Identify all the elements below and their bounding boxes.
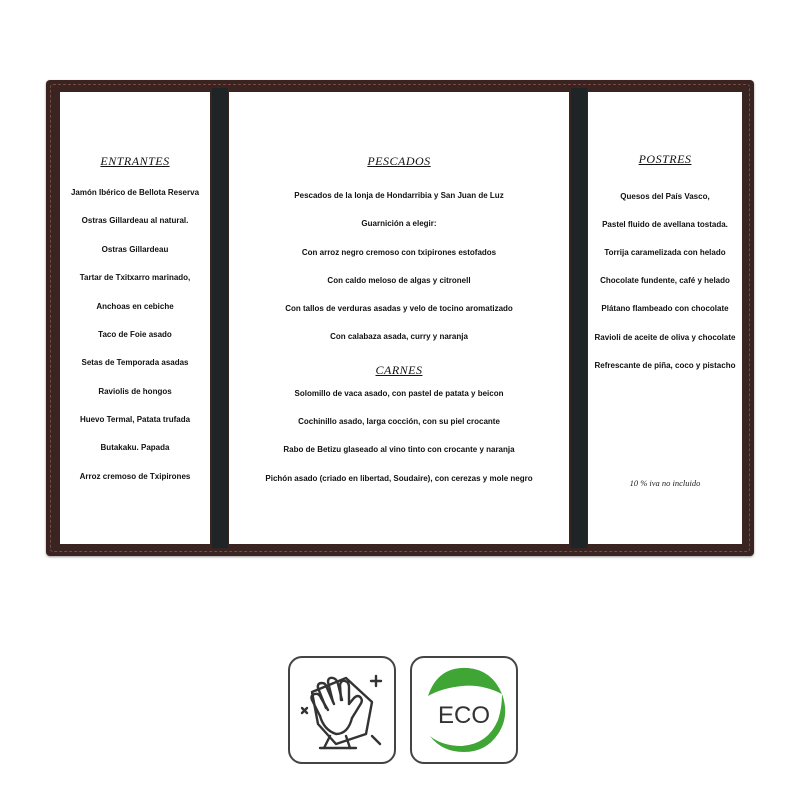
pescados-item: Pescados de la lonja de Hondarribia y San Juan de Luz <box>294 191 504 200</box>
carnes-title: CARNES <box>375 363 423 377</box>
wipe-clean-badge <box>288 656 396 764</box>
vat-note: 10 % iva no incluido <box>629 478 701 488</box>
pescados-title: PESCADOS <box>367 154 431 168</box>
panel-entrantes <box>60 92 210 544</box>
wipe-clean-hand-icon <box>290 658 394 762</box>
eco-badge <box>410 656 518 764</box>
pescados-item: Con tallos de verduras asadas y velo de tocino aromatizado <box>285 304 513 313</box>
entrantes-item: Huevo Termal, Patata trufada <box>79 415 191 424</box>
panel-postres <box>588 92 742 544</box>
carnes-item: Rabo de Betizu glaseado al vino tinto con crocante y naranja <box>283 445 515 454</box>
postres-item: Quesos del País Vasco, <box>620 192 710 201</box>
postres-item: Chocolate fundente, café y helado <box>600 276 730 285</box>
pescados-item: Con calabaza asada, curry y naranja <box>330 332 468 341</box>
postres-item: Pastel fluido de avellana tostada. <box>602 220 728 229</box>
carnes-item: Solomillo de vaca asado, con pastel de patata y beicon <box>294 389 504 398</box>
eco-label: ECO <box>437 702 490 729</box>
carnes-item: Cochinillo asado, larga cocción, con su piel crocante <box>298 417 500 426</box>
entrantes-item: Taco de Foie asado <box>98 330 172 339</box>
carnes-item: Pichón asado (criado en libertad, Soudaire), con cerezas y mole negro <box>265 474 533 483</box>
postres-item: Plátano flambeado con chocolate <box>601 304 729 313</box>
entrantes-item: Tartar de Txitxarro marinado, <box>79 273 191 282</box>
pescados-item: Con arroz negro cremoso con txipirones estofados <box>301 248 497 257</box>
entrantes-item: Anchoas en cebiche <box>96 302 174 311</box>
entrantes-item: Ostras Gillardeau <box>101 245 169 254</box>
entrantes-item: Butakaku. Papada <box>100 443 170 452</box>
entrantes-item: Raviolis de hongos <box>98 387 172 396</box>
entrantes-item: Jamón Ibérico de Bellota Reserva <box>70 188 200 197</box>
postres-item: Ravioli de aceite de oliva y chocolate <box>594 333 736 342</box>
postres-item: Torrija caramelizada con helado <box>604 248 726 257</box>
entrantes-title: ENTRANTES <box>100 154 170 168</box>
panel-pescados-carnes <box>229 92 569 544</box>
pescados-item: Con caldo meloso de algas y citronell <box>327 276 471 285</box>
postres-title: POSTRES <box>638 152 692 166</box>
spine-right <box>571 88 587 548</box>
menu-holder <box>46 80 754 556</box>
spine-left <box>212 88 228 548</box>
entrantes-item: Setas de Temporada asadas <box>81 358 189 367</box>
entrantes-item: Ostras Gillardeau al natural. <box>81 216 189 225</box>
entrantes-item: Arroz cremoso de Txipirones <box>79 472 191 481</box>
pescados-item: Guarnición a elegir: <box>361 219 437 228</box>
postres-item: Refrescante de piña, coco y pistacho <box>594 361 736 370</box>
